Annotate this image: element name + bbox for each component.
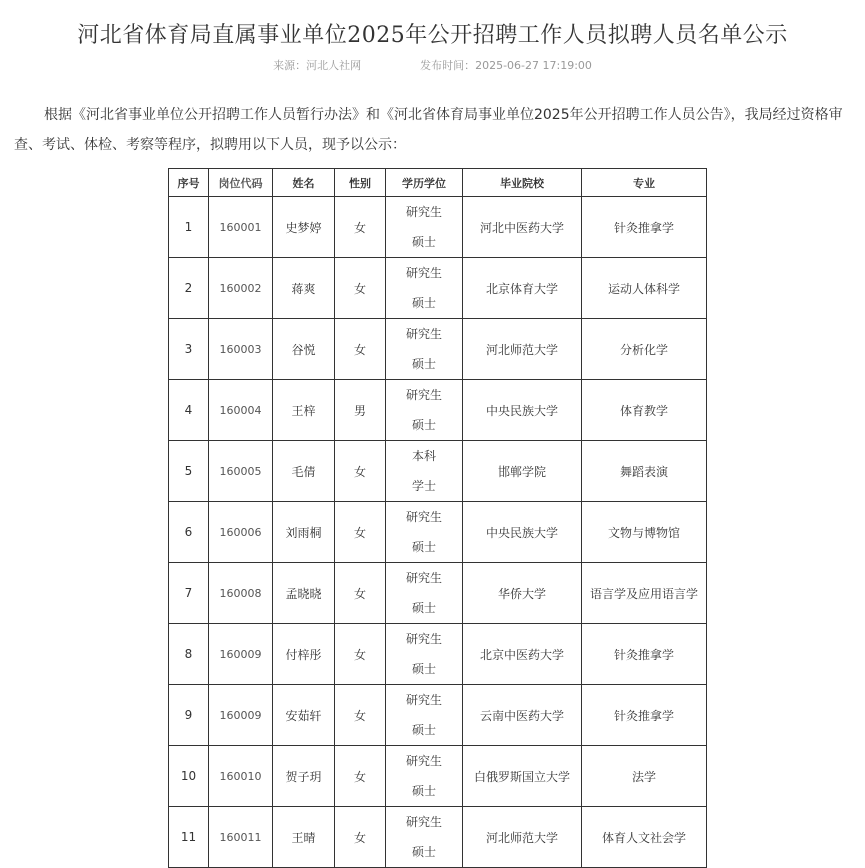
education-level: 研究生 (405, 266, 442, 280)
cell-education (386, 380, 463, 441)
cell-code: 160006 (209, 502, 273, 563)
cell-major: 运动人体科学 (582, 258, 707, 319)
header-major: 专业 (582, 169, 707, 197)
degree: 硕士 (411, 296, 436, 310)
candidate-table (168, 168, 707, 868)
degree: 硕士 (411, 723, 436, 737)
cell-code: 160008 (209, 563, 273, 624)
cell-school: 云南中医药大学 (463, 685, 582, 746)
cell-education (386, 685, 463, 746)
table-row (169, 441, 707, 502)
cell-gender: 女 (335, 197, 386, 258)
cell-no: 6 (169, 502, 209, 563)
cell-gender: 女 (335, 258, 386, 319)
cell-no: 3 (169, 319, 209, 380)
cell-name: 贺子玥 (273, 746, 335, 807)
intro-paragraph: 根据《河北省事业单位公开招聘工作人员暂行办法》和《河北省体育局事业单位2025年公开招聘工作人员公告》，我局经过资格审查、考试、体检、考察等程序，拟聘用以下人员，现予以公示： (14, 107, 843, 153)
cell-education (386, 197, 463, 258)
degree: 硕士 (411, 662, 436, 676)
cell-code: 160002 (209, 258, 273, 319)
cell-gender: 男 (335, 380, 386, 441)
cell-gender: 女 (335, 502, 386, 563)
cell-no: 1 (169, 197, 209, 258)
cell-name: 王晴 (273, 807, 335, 868)
header-no: 序号 (169, 169, 209, 197)
cell-code: 160004 (209, 380, 273, 441)
table-row (169, 563, 707, 624)
education-level: 研究生 (405, 205, 442, 219)
cell-name: 孟晓晓 (273, 563, 335, 624)
cell-name: 付梓彤 (273, 624, 335, 685)
cell-no: 8 (169, 624, 209, 685)
cell-major: 针灸推拿学 (582, 685, 707, 746)
table-row (169, 197, 707, 258)
cell-education (386, 258, 463, 319)
cell-school: 中央民族大学 (463, 502, 582, 563)
publish-time: 发布时间：2025-06-27 17:19:00 (420, 59, 592, 72)
table-row (169, 746, 707, 807)
cell-education (386, 807, 463, 868)
cell-major: 法学 (582, 746, 707, 807)
article-meta (0, 57, 865, 73)
cell-no: 5 (169, 441, 209, 502)
cell-major: 针灸推拿学 (582, 197, 707, 258)
education-level: 研究生 (405, 388, 442, 402)
table-row (169, 258, 707, 319)
degree: 硕士 (411, 418, 436, 432)
table-row (169, 685, 707, 746)
education-level: 研究生 (405, 571, 442, 585)
page-title: 河北省体育局直属事业单位2025年公开招聘工作人员拟聘人员名单公示 (77, 23, 788, 48)
degree: 硕士 (411, 845, 436, 859)
cell-major: 体育人文社会学 (582, 807, 707, 868)
cell-no: 4 (169, 380, 209, 441)
cell-major: 语言学及应用语言学 (582, 563, 707, 624)
cell-education (386, 319, 463, 380)
table-row (169, 807, 707, 868)
degree: 硕士 (411, 540, 436, 554)
education-level: 研究生 (405, 510, 442, 524)
cell-major: 分析化学 (582, 319, 707, 380)
cell-major: 针灸推拿学 (582, 624, 707, 685)
cell-no: 10 (169, 746, 209, 807)
cell-name: 王梓 (273, 380, 335, 441)
cell-school: 北京中医药大学 (463, 624, 582, 685)
cell-education (386, 624, 463, 685)
source-label: 来源：河北人社网 (273, 59, 362, 72)
cell-school: 河北师范大学 (463, 319, 582, 380)
education-level: 研究生 (405, 327, 442, 341)
cell-no: 9 (169, 685, 209, 746)
cell-school: 中央民族大学 (463, 380, 582, 441)
cell-code: 160005 (209, 441, 273, 502)
cell-major: 舞蹈表演 (582, 441, 707, 502)
cell-gender: 女 (335, 807, 386, 868)
table-row (169, 502, 707, 563)
cell-no: 2 (169, 258, 209, 319)
cell-no: 11 (169, 807, 209, 868)
cell-gender: 女 (335, 563, 386, 624)
education-level: 研究生 (405, 632, 442, 646)
header-school: 毕业院校 (463, 169, 582, 197)
cell-name: 安茹轩 (273, 685, 335, 746)
cell-education (386, 441, 463, 502)
education-level: 本科 (411, 449, 436, 463)
header-gender: 性别 (335, 169, 386, 197)
cell-school: 白俄罗斯国立大学 (463, 746, 582, 807)
cell-school: 河北中医药大学 (463, 197, 582, 258)
degree: 硕士 (411, 784, 436, 798)
cell-code: 160011 (209, 807, 273, 868)
cell-gender: 女 (335, 319, 386, 380)
cell-gender: 女 (335, 441, 386, 502)
cell-name: 史梦婷 (273, 197, 335, 258)
degree: 硕士 (411, 601, 436, 615)
cell-name: 毛倩 (273, 441, 335, 502)
education-level: 研究生 (405, 754, 442, 768)
cell-code: 160009 (209, 685, 273, 746)
cell-major: 文物与博物馆 (582, 502, 707, 563)
table-row (169, 380, 707, 441)
cell-no: 7 (169, 563, 209, 624)
header-education: 学历学位 (386, 169, 463, 197)
header-code: 岗位代码 (209, 169, 273, 197)
table-header-row (169, 169, 707, 197)
cell-name: 蒋爽 (273, 258, 335, 319)
degree: 学士 (411, 479, 436, 493)
table-row (169, 319, 707, 380)
cell-gender: 女 (335, 624, 386, 685)
cell-code: 160009 (209, 624, 273, 685)
cell-gender: 女 (335, 746, 386, 807)
header-name: 姓名 (273, 169, 335, 197)
cell-education (386, 502, 463, 563)
cell-school: 河北师范大学 (463, 807, 582, 868)
cell-major: 体育教学 (582, 380, 707, 441)
education-level: 研究生 (405, 815, 442, 829)
cell-gender: 女 (335, 685, 386, 746)
cell-code: 160001 (209, 197, 273, 258)
cell-code: 160003 (209, 319, 273, 380)
cell-education (386, 563, 463, 624)
degree: 硕士 (411, 235, 436, 249)
degree: 硕士 (411, 357, 436, 371)
table-row (169, 624, 707, 685)
cell-education (386, 746, 463, 807)
cell-name: 谷悦 (273, 319, 335, 380)
cell-school: 华侨大学 (463, 563, 582, 624)
cell-code: 160010 (209, 746, 273, 807)
cell-school: 北京体育大学 (463, 258, 582, 319)
cell-school: 邯郸学院 (463, 441, 582, 502)
cell-name: 刘雨桐 (273, 502, 335, 563)
education-level: 研究生 (405, 693, 442, 707)
